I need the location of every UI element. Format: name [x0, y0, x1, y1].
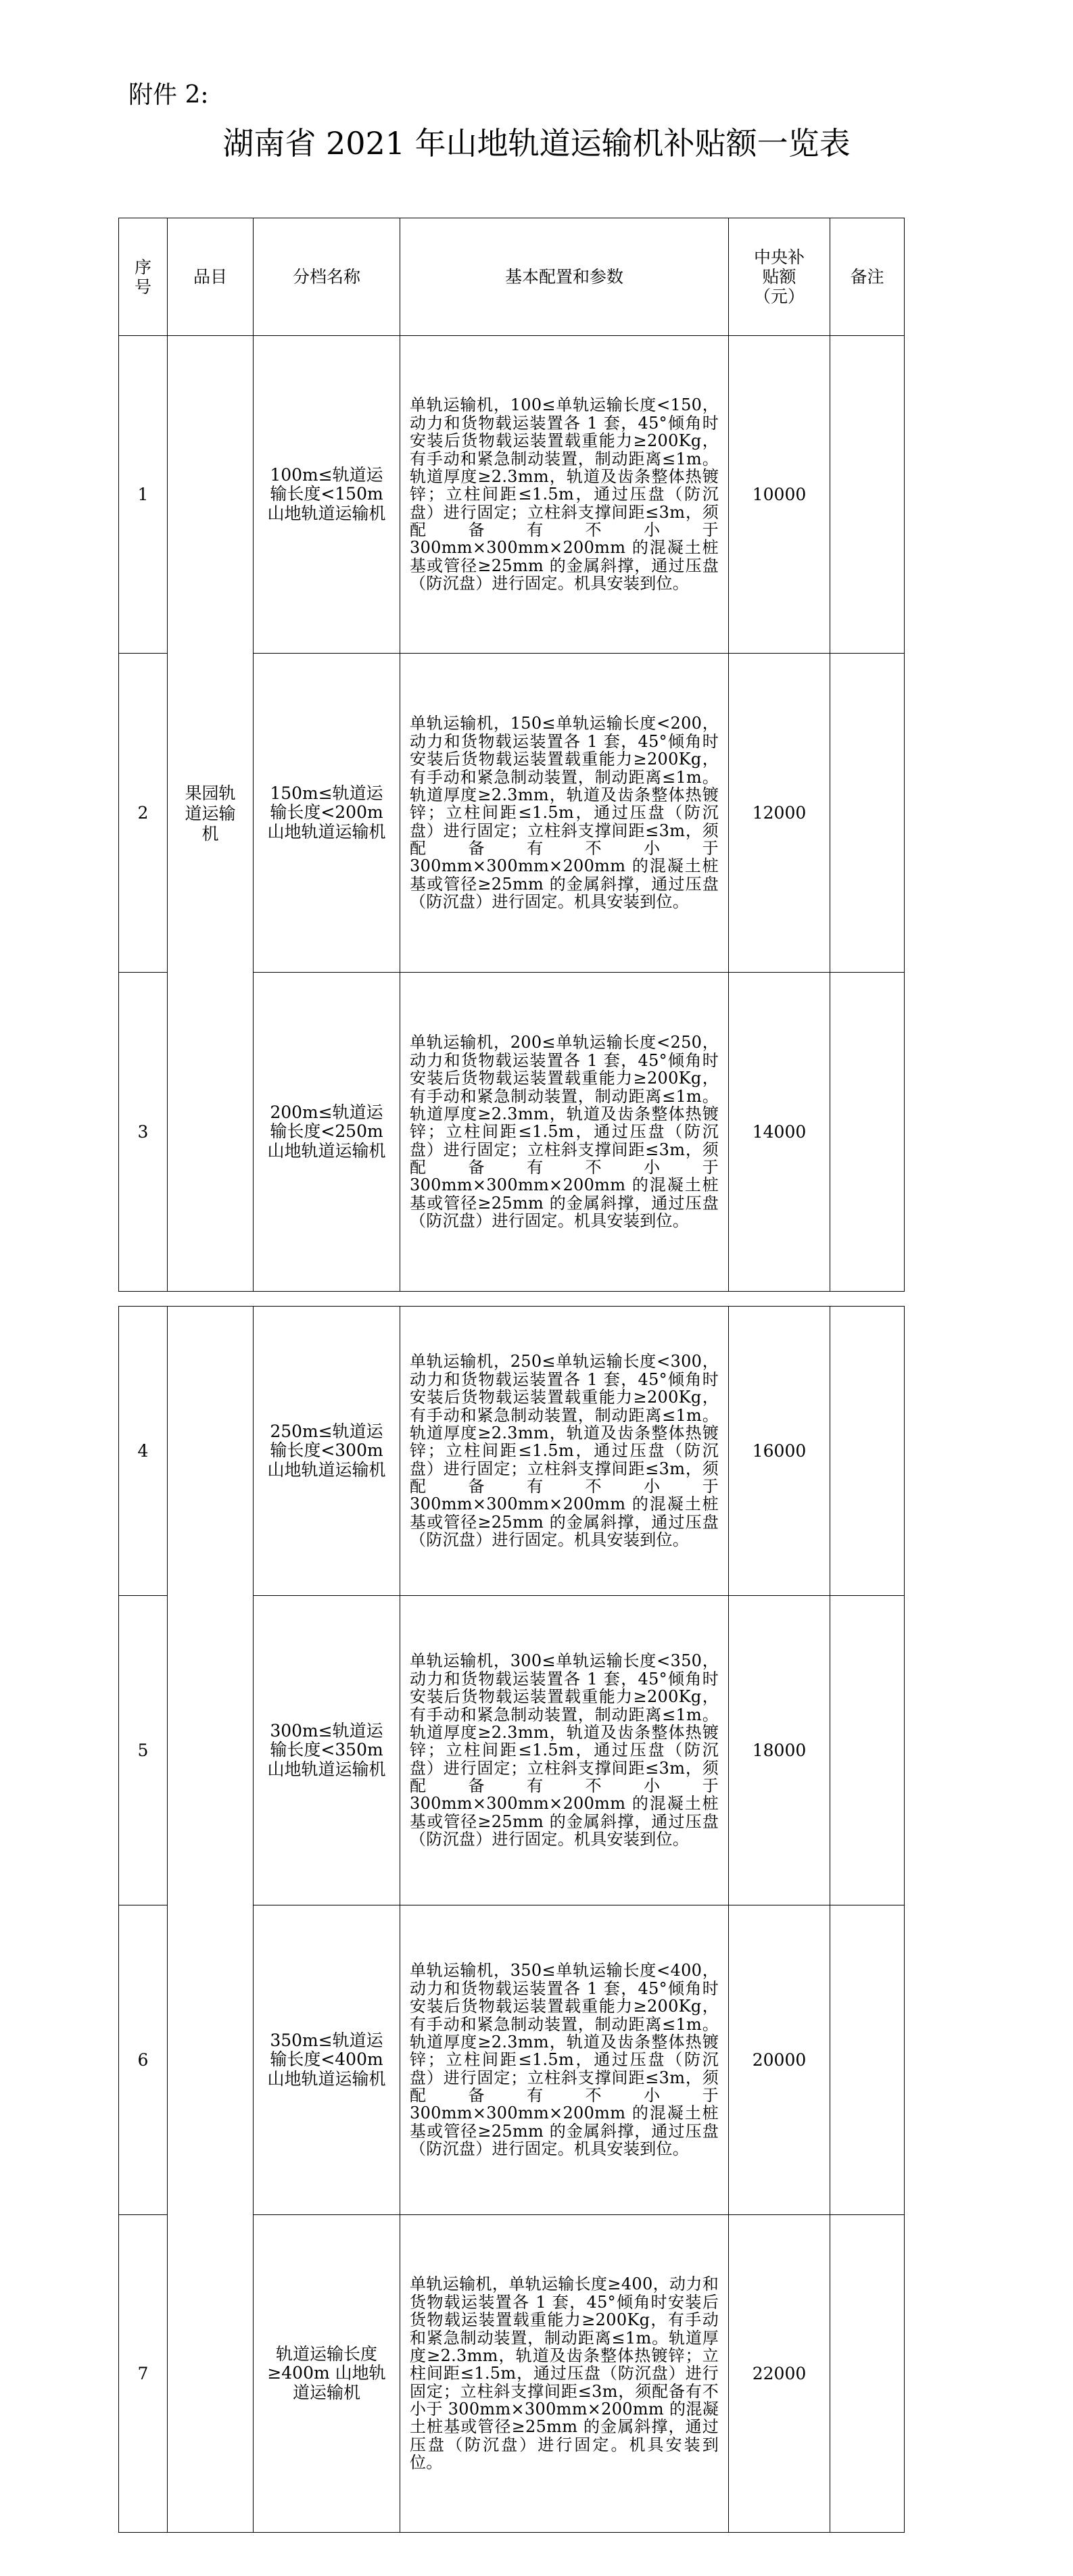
row-params: 单轨运输机，200≤单轨运输长度<250，动力和货物载运装置各 1 套，45°倾角时安装后货物载运装置载重能力≥200Kg，有手动和紧急制动装置，制动距离≤1m。轨道厚度≥2.3mm，轨道及齿条整体热镀锌；立柱间距≤1.5m，通过压盘（防沉盘）进行固定；立柱斜支撑间距≤3m，须配备有不小于 300mm×300mm×200mm 的混凝土桩基或管径≥25mm 的金属斜撑，通过压盘（防沉盘）进行固定。机具安装到位。 [400, 973, 729, 1292]
row-params: 单轨运输机，250≤单轨运输长度<300，动力和货物载运装置各 1 套，45°倾角时安装后货物载运装置载重能力≥200Kg，有手动和紧急制动装置，制动距离≤1m。轨道厚度≥2.3mm，轨道及齿条整体热镀锌；立柱间距≤1.5m，通过压盘（防沉盘）进行固定；立柱斜支撑间距≤3m，须配备有不小于 300mm×300mm×200mm 的混凝土桩基或管径≥25mm 的金属斜撑，通过压盘（防沉盘）进行固定。机具安装到位。 [400, 1307, 729, 1596]
row-remark [830, 1307, 905, 1596]
row-no: 6 [119, 1905, 168, 2215]
row-grade: 350m≤轨道运输长度<400m 山地轨道运输机 [254, 1905, 400, 2215]
header-grade: 分档名称 [254, 218, 400, 336]
row-grade: 100m≤轨道运输长度<150m 山地轨道运输机 [254, 336, 400, 654]
row-params: 单轨运输机，150≤单轨运输长度<200，动力和货物载运装置各 1 套，45°倾角时安装后货物载运装置载重能力≥200Kg，有手动和紧急制动装置，制动距离≤1m。轨道厚度≥2.3mm，轨道及齿条整体热镀锌；立柱间距≤1.5m，通过压盘（防沉盘）进行固定；立柱斜支撑间距≤3m，须配备有不小于 300mm×300mm×200mm 的混凝土桩基或管径≥25mm 的金属斜撑，通过压盘（防沉盘）进行固定。机具安装到位。 [400, 654, 729, 973]
page-title: 湖南省 2021 年山地轨道运输机补贴额一览表 [222, 125, 851, 162]
row-remark [830, 2215, 905, 2533]
table-row [119, 1307, 905, 1596]
row-category: 果园轨道运输机 [168, 336, 254, 1292]
row-subsidy: 20000 [729, 1905, 830, 2215]
row-remark [830, 973, 905, 1292]
row-no: 2 [119, 654, 168, 973]
header-remark: 备注 [830, 218, 905, 336]
row-params: 单轨运输机，单轨运输长度≥400，动力和货物载运装置各 1 套，45°倾角时安装后货物载运装置载重能力≥200Kg，有手动和紧急制动装置，制动距离≤1m。轨道厚度≥2.3mm，轨道及齿条整体热镀锌；立柱间距≤1.5m，通过压盘（防沉盘）进行固定；立柱斜支撑间距≤3m，须配备有不小于 300mm×300mm×200mm 的混凝土桩基或管径≥25mm 的金属斜撑，通过压盘（防沉盘）进行固定。机具安装到位。 [400, 2215, 729, 2533]
row-remark [830, 1596, 905, 1905]
row-no: 5 [119, 1596, 168, 1905]
row-subsidy: 18000 [729, 1596, 830, 1905]
row-subsidy: 22000 [729, 2215, 830, 2533]
row-remark [830, 336, 905, 654]
header-no: 序号 [119, 218, 168, 336]
subsidy-table-page-2 [118, 1306, 905, 2533]
table-row [119, 336, 905, 654]
row-no: 4 [119, 1307, 168, 1596]
row-grade: 200m≤轨道运输长度<250m 山地轨道运输机 [254, 973, 400, 1292]
row-no: 7 [119, 2215, 168, 2533]
row-grade: 300m≤轨道运输长度<350m 山地轨道运输机 [254, 1596, 400, 1905]
row-subsidy: 14000 [729, 973, 830, 1292]
row-remark [830, 1905, 905, 2215]
row-subsidy: 16000 [729, 1307, 830, 1596]
header-category: 品目 [168, 218, 254, 336]
row-subsidy: 12000 [729, 654, 830, 973]
row-category-continued [168, 1307, 254, 2533]
subsidy-table-page-1 [118, 218, 905, 1292]
row-params: 单轨运输机，350≤单轨运输长度<400，动力和货物载运装置各 1 套，45°倾角时安装后货物载运装置载重能力≥200Kg，有手动和紧急制动装置，制动距离≤1m。轨道厚度≥2.3mm，轨道及齿条整体热镀锌；立柱间距≤1.5m，通过压盘（防沉盘）进行固定；立柱斜支撑间距≤3m，须配备有不小于 300mm×300mm×200mm 的混凝土桩基或管径≥25mm 的金属斜撑，通过压盘（防沉盘）进行固定。机具安装到位。 [400, 1905, 729, 2215]
table-header-row [119, 218, 905, 336]
row-no: 1 [119, 336, 168, 654]
header-params: 基本配置和参数 [400, 218, 729, 336]
row-remark [830, 654, 905, 973]
row-grade: 轨道运输长度≥400m 山地轨道运输机 [254, 2215, 400, 2533]
header-subsidy: 中央补贴额（元） [729, 218, 830, 336]
attachment-label: 附件 2: [128, 81, 209, 109]
row-no: 3 [119, 973, 168, 1292]
row-params: 单轨运输机，100≤单轨运输长度<150，动力和货物载运装置各 1 套，45°倾角时安装后货物载运装置载重能力≥200Kg，有手动和紧急制动装置，制动距离≤1m。轨道厚度≥2.3mm，轨道及齿条整体热镀锌；立柱间距≤1.5m，通过压盘（防沉盘）进行固定；立柱斜支撑间距≤3m，须配备有不小于 300mm×300mm×200mm 的混凝土桩基或管径≥25mm 的金属斜撑，通过压盘（防沉盘）进行固定。机具安装到位。 [400, 336, 729, 654]
row-params: 单轨运输机，300≤单轨运输长度<350，动力和货物载运装置各 1 套，45°倾角时安装后货物载运装置载重能力≥200Kg，有手动和紧急制动装置，制动距离≤1m。轨道厚度≥2.3mm，轨道及齿条整体热镀锌；立柱间距≤1.5m，通过压盘（防沉盘）进行固定；立柱斜支撑间距≤3m，须配备有不小于 300mm×300mm×200mm 的混凝土桩基或管径≥25mm 的金属斜撑，通过压盘（防沉盘）进行固定。机具安装到位。 [400, 1596, 729, 1905]
row-grade: 150m≤轨道运输长度<200m 山地轨道运输机 [254, 654, 400, 973]
row-grade: 250m≤轨道运输长度<300m 山地轨道运输机 [254, 1307, 400, 1596]
row-subsidy: 10000 [729, 336, 830, 654]
